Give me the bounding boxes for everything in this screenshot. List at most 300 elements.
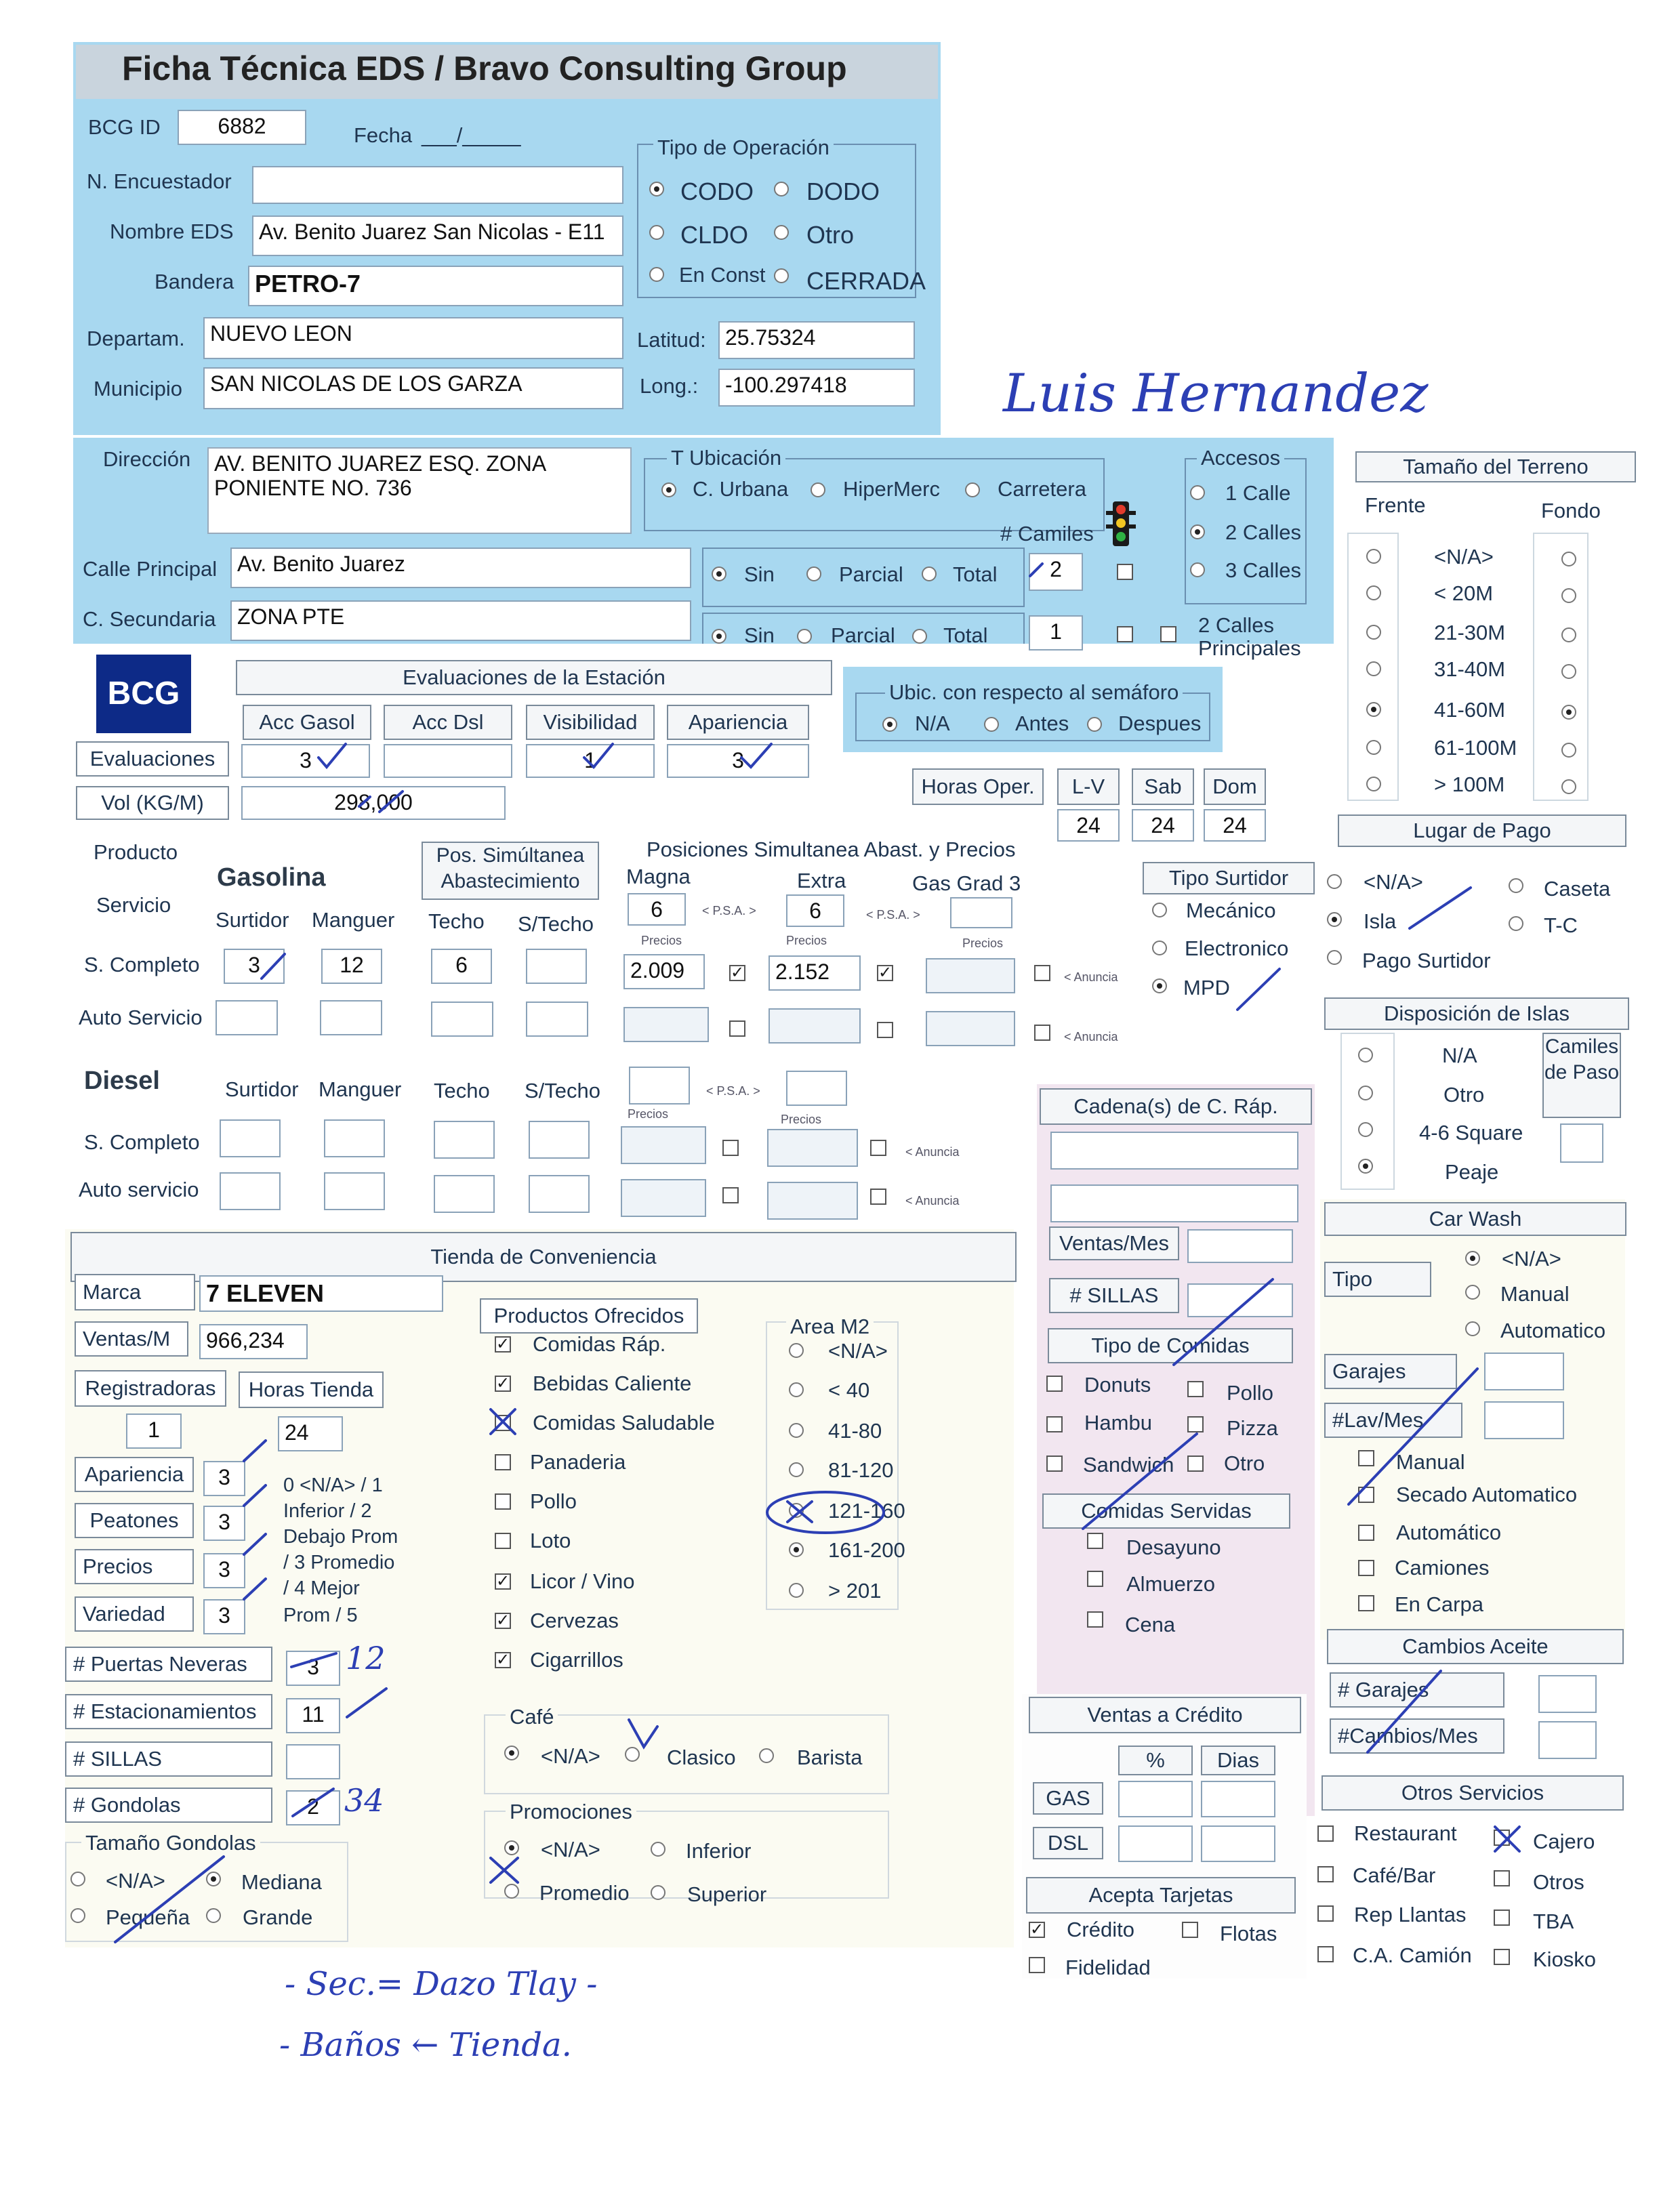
sc-techo[interactable]: 6 — [431, 949, 492, 984]
diesel-sc-check-2[interactable] — [870, 1140, 886, 1156]
radio-cw-auto[interactable] — [1465, 1321, 1480, 1336]
opt-camiones: Camiones — [1395, 1556, 1490, 1580]
opt-flotas: Flotas — [1220, 1922, 1277, 1945]
as-gasgrad-precio[interactable] — [926, 1011, 1015, 1046]
diesel-as-check-2[interactable] — [870, 1189, 886, 1205]
chk-desayuno[interactable] — [1087, 1533, 1103, 1549]
tipo-comidas-title: Tipo de Comidas — [1048, 1328, 1293, 1363]
radio-cldo[interactable] — [649, 225, 664, 240]
aceite-garajes-field[interactable] — [1538, 1675, 1597, 1713]
chk-restaurant[interactable] — [1317, 1825, 1334, 1842]
direccion-label: Dirección — [103, 447, 191, 471]
sc-manguer[interactable]: 12 — [321, 949, 382, 984]
radio-parcial-1[interactable] — [806, 566, 821, 581]
chk-almuerzo[interactable] — [1087, 1571, 1103, 1587]
as-manguer[interactable] — [320, 1000, 382, 1035]
cafe-title: Café — [506, 1705, 558, 1729]
chk-ca-camion[interactable] — [1317, 1946, 1334, 1962]
diesel-psa-2[interactable] — [786, 1071, 847, 1106]
chk-otro-c[interactable] — [1187, 1456, 1204, 1472]
cw-garajes-field[interactable] — [1484, 1353, 1564, 1390]
chk-otros[interactable] — [1494, 1870, 1510, 1886]
opt-cldo: CLDO — [680, 221, 749, 249]
extra-psa[interactable]: 6 — [786, 894, 844, 927]
eval-visibilidad[interactable]: 1 — [526, 744, 655, 778]
sillas-t-label: # SILLAS — [65, 1741, 272, 1777]
variedad-label: Variedad — [75, 1596, 194, 1632]
camiles-field-2[interactable]: 1 — [1029, 615, 1083, 651]
legend-0: 0 <N/A> / 1 — [283, 1474, 383, 1496]
credito-pct: % — [1118, 1746, 1193, 1775]
camiles-check-3[interactable] — [1160, 626, 1176, 642]
chk-cajero[interactable] — [1494, 1830, 1510, 1846]
eval-apariencia[interactable]: 3 — [667, 744, 809, 778]
opt-3-calles: 3 Calles — [1225, 558, 1301, 582]
calle-field[interactable]: Av. Benito Juarez — [230, 548, 691, 588]
accesos-title: Accesos — [1197, 446, 1284, 470]
radio-frente-4[interactable] — [1366, 702, 1381, 717]
cadena-sillas-field[interactable] — [1187, 1283, 1293, 1317]
magna-psa[interactable]: 6 — [628, 893, 686, 926]
opt-cw-automatico: Automático — [1396, 1521, 1502, 1544]
bcg-id-label: BCG ID — [88, 115, 161, 139]
radio-pago-na[interactable] — [1327, 874, 1342, 889]
gasgrad-precio[interactable] — [926, 958, 1015, 993]
eval-acc-dsl[interactable] — [384, 744, 512, 778]
radio-area-1[interactable] — [789, 1382, 804, 1397]
chk-pollo-c[interactable] — [1187, 1381, 1204, 1397]
opt-producto-3: Panaderia — [530, 1450, 626, 1474]
chk-producto-5[interactable] — [495, 1533, 511, 1549]
opt-hambu: Hambu — [1084, 1411, 1152, 1434]
diesel-as-manguer[interactable] — [324, 1172, 385, 1210]
terreno-title: Tamaño del Terreno — [1355, 451, 1636, 482]
gondolas-field[interactable]: 2 — [286, 1790, 340, 1825]
radio-c-urbana[interactable] — [661, 482, 676, 497]
camiles-field-1[interactable]: 2 — [1029, 553, 1083, 591]
radio-fondo-6[interactable] — [1561, 779, 1576, 794]
sc-surtidor[interactable]: 3 — [224, 949, 285, 984]
diesel-sc-techo[interactable] — [434, 1121, 495, 1159]
diesel-sc-label: S. Completo — [84, 1130, 200, 1154]
anuncia-label-1: < Anuncia — [1064, 970, 1118, 984]
radio-carretera[interactable] — [965, 482, 980, 497]
sec-label: C. Secundaria — [83, 607, 216, 631]
radio-area-0[interactable] — [789, 1343, 804, 1358]
diesel-sc-check-1[interactable] — [722, 1140, 739, 1156]
credito-gas-pct[interactable] — [1118, 1781, 1193, 1817]
aceite-cambios-label: #Cambios/Mes — [1330, 1718, 1504, 1754]
opt-producto-2: Comidas Saludable — [533, 1411, 715, 1434]
radio-promo-inferior[interactable] — [651, 1842, 665, 1857]
aceite-title: Cambios Aceite — [1327, 1629, 1624, 1664]
credito-gas-dias[interactable] — [1201, 1781, 1275, 1817]
radio-antes[interactable] — [984, 717, 999, 732]
opt-disp-peaje: Peaje — [1445, 1160, 1499, 1184]
diesel-psa-label: < P.S.A. > — [706, 1084, 760, 1098]
hand-note-1: - Sec.= Dazo Tlay - — [285, 1965, 598, 2003]
apariencia-field[interactable]: 3 — [203, 1461, 245, 1496]
terreno-option-5: 61-100M — [1434, 736, 1517, 760]
puertas-label: # Puertas Neveras — [65, 1647, 272, 1682]
chk-producto-7[interactable]: ✓ — [496, 1611, 510, 1630]
diesel-psa-1[interactable] — [629, 1067, 690, 1105]
diesel-as-check-1[interactable] — [722, 1187, 739, 1203]
chk-sandwich[interactable] — [1046, 1456, 1063, 1472]
radio-frente-5[interactable] — [1366, 740, 1381, 755]
opt-parcial-2: Parcial — [831, 623, 895, 647]
radio-pago-surtidor[interactable] — [1327, 950, 1342, 965]
gasgrad-check[interactable] — [1034, 965, 1050, 981]
radio-frente-1[interactable] — [1366, 585, 1381, 600]
registradoras-label: Registradoras — [75, 1370, 226, 1407]
camiles-paso-field[interactable] — [1560, 1123, 1603, 1163]
nombre-field[interactable]: Av. Benito Juarez San Nicolas - E11 — [252, 215, 623, 256]
radio-frente-0[interactable] — [1366, 549, 1381, 564]
stecho-label: S/Techo — [518, 912, 594, 936]
ventas-field[interactable]: 966,234 — [199, 1324, 308, 1359]
opt-electronico: Electronico — [1185, 936, 1289, 960]
opt-codo: CODO — [680, 178, 754, 205]
bcg-id-field[interactable]: 6882 — [178, 110, 306, 145]
legend-3: / 3 Promedio — [283, 1552, 395, 1573]
radio-fondo-2[interactable] — [1561, 627, 1576, 642]
servicio-label: Servicio — [96, 893, 171, 917]
cadena-title: Cadena(s) de C. Ráp. — [1040, 1088, 1312, 1125]
opt-gond-grande: Grande — [243, 1905, 313, 1929]
opt-otro: Otro — [806, 221, 855, 249]
as-extra-check[interactable] — [877, 1022, 893, 1038]
marca-field[interactable]: 7 ELEVEN — [199, 1275, 443, 1312]
horas-tienda-field[interactable]: 24 — [278, 1416, 343, 1451]
diesel-anuncia-2: < Anuncia — [905, 1194, 960, 1207]
chk-producto-3[interactable] — [495, 1454, 511, 1470]
radio-area-6[interactable] — [789, 1583, 804, 1598]
diesel-sc-precio-2[interactable] — [767, 1129, 858, 1167]
radio-disp-otro[interactable] — [1358, 1086, 1373, 1100]
radio-1-calle[interactable] — [1190, 485, 1205, 500]
horas-lv: L-V — [1057, 768, 1120, 805]
diesel-surtidor-label: Surtidor — [225, 1077, 299, 1101]
as-gasgrad-check[interactable] — [1034, 1025, 1050, 1041]
radio-gond-na[interactable] — [70, 1872, 85, 1886]
radio-sin-2[interactable] — [712, 629, 726, 644]
radio-frente-3[interactable] — [1366, 661, 1381, 676]
credito-dsl-label: DSL — [1033, 1827, 1103, 1859]
credito-dias: Dias — [1201, 1746, 1275, 1775]
radio-electronico[interactable] — [1152, 941, 1167, 955]
municipio-field[interactable]: SAN NICOLAS DE LOS GARZA — [203, 367, 623, 409]
radio-despues[interactable] — [1087, 717, 1102, 732]
radio-gond-mediana[interactable] — [206, 1872, 221, 1886]
diesel-as-precio-1[interactable] — [621, 1179, 706, 1217]
nombre-label: Nombre EDS — [110, 220, 234, 243]
radio-mpd[interactable] — [1152, 978, 1167, 993]
diesel-stecho-label: S/Techo — [525, 1079, 601, 1102]
anuncia-label-2: < Anuncia — [1064, 1030, 1118, 1044]
opt-despues: Despues — [1118, 711, 1202, 735]
as-stecho[interactable] — [526, 1002, 588, 1037]
fecha-label: Fecha — [354, 123, 413, 147]
opt-restaurant: Restaurant — [1354, 1821, 1457, 1845]
long-field[interactable]: -100.297418 — [718, 369, 915, 407]
opt-cerrada: CERRADA — [806, 267, 926, 295]
radio-cafe-na[interactable] — [504, 1746, 519, 1760]
peatones-label: Peatones — [75, 1503, 194, 1538]
radio-codo[interactable] — [649, 182, 664, 197]
radio-promo-na[interactable] — [504, 1840, 519, 1855]
radio-semaforo-na[interactable] — [882, 717, 897, 732]
opt-area-0: <N/A> — [828, 1339, 888, 1363]
chk-producto-0[interactable]: ✓ — [496, 1335, 510, 1353]
opt-carretera: Carretera — [998, 477, 1086, 501]
aceite-garajes-label: # Garajes — [1330, 1672, 1504, 1708]
sillas-t-field[interactable] — [286, 1744, 340, 1779]
latitud-field[interactable]: 25.75324 — [718, 321, 915, 359]
as-extra-precio[interactable] — [769, 1008, 861, 1044]
terreno-option-3: 31-40M — [1434, 657, 1506, 681]
eval-acc-gasol[interactable]: 3 — [241, 744, 370, 778]
radio-area-5[interactable] — [789, 1542, 804, 1557]
chk-producto-2[interactable] — [495, 1415, 511, 1431]
radio-cw-na[interactable] — [1465, 1251, 1480, 1266]
radio-disp-na[interactable] — [1358, 1048, 1373, 1062]
opt-promo-superior: Superior — [687, 1882, 767, 1906]
radio-dodo[interactable] — [774, 182, 789, 197]
bandera-field[interactable]: PETRO-7 — [248, 266, 623, 306]
chk-cafe-bar[interactable] — [1317, 1866, 1334, 1882]
fecha-value[interactable]: ___/_____ — [422, 123, 521, 147]
radio-area-3[interactable] — [789, 1462, 804, 1477]
as-surtidor[interactable] — [216, 1000, 278, 1035]
diesel-as-techo[interactable] — [434, 1175, 495, 1213]
opt-sandwich: Sandwich — [1083, 1453, 1174, 1477]
radio-area-2[interactable] — [789, 1423, 804, 1438]
sc-stecho[interactable] — [526, 949, 587, 984]
col-acc-dsl: Acc Dsl — [384, 705, 512, 740]
horas-lv-val[interactable]: 24 — [1057, 809, 1120, 842]
radio-gond-grande[interactable] — [206, 1908, 221, 1923]
chk-producto-1[interactable]: ✓ — [496, 1374, 510, 1392]
as-magna-check[interactable] — [729, 1020, 745, 1037]
magna-check[interactable]: ✓ — [731, 964, 745, 982]
aceite-cambios-field[interactable] — [1538, 1721, 1597, 1759]
terreno-option-6: > 100M — [1434, 772, 1505, 796]
radio-disp-peaje[interactable] — [1358, 1159, 1373, 1174]
opt-tc: T-C — [1544, 913, 1578, 937]
radio-mecanico[interactable] — [1152, 903, 1167, 917]
encuestador-field[interactable] — [252, 166, 623, 204]
opt-caseta: Caseta — [1544, 877, 1611, 901]
sec-field[interactable]: ZONA PTE — [230, 600, 691, 641]
registradoras-field[interactable]: 1 — [126, 1413, 182, 1449]
chk-en-carpa[interactable] — [1358, 1595, 1374, 1611]
radio-total-2[interactable] — [912, 629, 927, 644]
depto-field[interactable]: NUEVO LEON — [203, 317, 623, 359]
manguer-label: Manguer — [312, 908, 395, 932]
opt-pollo-c: Pollo — [1227, 1381, 1273, 1405]
credito-dsl-pct[interactable] — [1118, 1825, 1193, 1862]
techo-label: Techo — [428, 909, 485, 933]
chk-flotas[interactable] — [1182, 1922, 1198, 1938]
diesel-sc-stecho[interactable] — [529, 1121, 590, 1159]
precios-label-1: Precios — [641, 934, 682, 947]
radio-cafe-clasico[interactable] — [625, 1747, 640, 1762]
cadena-field-2[interactable] — [1050, 1184, 1298, 1222]
radio-promo-superior[interactable] — [651, 1885, 665, 1900]
diesel-as-precio-2[interactable] — [767, 1182, 858, 1220]
chk-cw-automatico[interactable] — [1358, 1525, 1374, 1541]
chk-donuts[interactable] — [1046, 1376, 1063, 1392]
camiles-check-2[interactable] — [1117, 626, 1133, 642]
cadena-ventas-field[interactable] — [1187, 1229, 1293, 1263]
diesel-sc-precio-1[interactable] — [621, 1126, 706, 1164]
ventas-label: Ventas/M — [75, 1321, 188, 1357]
frente-label: Frente — [1365, 493, 1426, 517]
accesos-extra: 2 Calles Principales — [1198, 613, 1301, 660]
chk-kiosko[interactable] — [1494, 1949, 1510, 1965]
fondo-label: Fondo — [1541, 499, 1601, 522]
chk-fidelidad[interactable] — [1029, 1957, 1045, 1973]
opt-area-6: > 201 — [828, 1579, 882, 1603]
chk-secado[interactable] — [1358, 1487, 1374, 1503]
vol-field[interactable]: 298,000 — [241, 786, 506, 820]
psa-label-2: < P.S.A. > — [866, 908, 920, 922]
opt-pago-surtidor: Pago Surtidor — [1362, 949, 1491, 972]
opt-producto-4: Pollo — [530, 1489, 577, 1513]
opt-sin-2: Sin — [744, 623, 775, 647]
opt-otros: Otros — [1533, 1870, 1584, 1894]
opt-area-2: 41-80 — [828, 1419, 882, 1443]
diesel-as-surtidor[interactable] — [220, 1172, 281, 1210]
opt-en-carpa: En Carpa — [1395, 1592, 1483, 1616]
radio-gond-pequena[interactable] — [70, 1908, 85, 1923]
radio-disp-square[interactable] — [1358, 1122, 1373, 1137]
radio-en-const[interactable] — [649, 267, 664, 282]
precios-t-label: Precios — [75, 1549, 194, 1584]
radio-fondo-1[interactable] — [1561, 588, 1576, 603]
radio-otro[interactable] — [774, 225, 789, 240]
radio-hipermerc[interactable] — [811, 482, 825, 497]
chk-producto-4[interactable] — [495, 1493, 511, 1510]
opt-area-1: < 40 — [828, 1378, 870, 1402]
estacionamientos-field[interactable]: 11 — [286, 1698, 340, 1733]
chk-cena[interactable] — [1087, 1611, 1103, 1628]
radio-fondo-4[interactable] — [1561, 705, 1576, 720]
puertas-field[interactable]: 3 — [286, 1651, 340, 1686]
cw-lavmes-label: #Lav/Mes — [1324, 1403, 1462, 1438]
peatones-field[interactable]: 3 — [203, 1506, 245, 1541]
horas-dom-val[interactable]: 24 — [1204, 809, 1266, 842]
otros-title: Otros Servicios — [1322, 1775, 1624, 1811]
extra-precio[interactable]: 2.152 — [769, 955, 861, 991]
radio-fondo-5[interactable] — [1561, 743, 1576, 758]
diesel-as-label: Auto servicio — [79, 1178, 199, 1201]
gasolina-label: Gasolina — [217, 863, 326, 892]
chk-producto-6[interactable]: ✓ — [496, 1572, 510, 1590]
cadena-field-1[interactable] — [1050, 1132, 1298, 1170]
opt-cw-manual: Manual — [1500, 1282, 1570, 1306]
opt-producto-5: Loto — [530, 1529, 571, 1552]
radio-tc[interactable] — [1509, 916, 1523, 931]
diesel-sc-surtidor[interactable] — [220, 1119, 281, 1157]
chk-rep-llantas[interactable] — [1317, 1905, 1334, 1922]
as-magna-precio[interactable] — [623, 1007, 709, 1042]
diesel-precios-2: Precios — [781, 1113, 822, 1126]
encuestador-label: N. Encuestador — [87, 169, 232, 193]
chk-producto-8[interactable]: ✓ — [496, 1651, 510, 1669]
diesel-label: Diesel — [84, 1067, 160, 1095]
chk-hambu[interactable] — [1046, 1416, 1063, 1432]
radio-sin-1[interactable] — [712, 566, 726, 581]
gasgrad-psa[interactable] — [950, 897, 1012, 928]
diesel-sc-manguer[interactable] — [324, 1119, 385, 1157]
credito-dsl-dias[interactable] — [1201, 1825, 1275, 1862]
radio-total-1[interactable] — [922, 566, 937, 581]
opt-2-calles: 2 Calles — [1225, 520, 1301, 544]
cw-lavmes-field[interactable] — [1484, 1401, 1564, 1439]
opt-semaforo-na: N/A — [915, 711, 950, 735]
radio-area-4[interactable] — [789, 1503, 804, 1518]
col-apariencia: Apariencia — [667, 705, 809, 740]
opt-promo-inferior: Inferior — [686, 1839, 752, 1863]
radio-parcial-2[interactable] — [797, 629, 812, 644]
variedad-field[interactable]: 3 — [203, 1599, 245, 1634]
diesel-as-stecho[interactable] — [529, 1175, 590, 1213]
chk-cw-manual[interactable] — [1358, 1450, 1374, 1466]
extra-check[interactable]: ✓ — [878, 964, 893, 982]
radio-cafe-barista[interactable] — [759, 1748, 774, 1763]
ubicacion-title: T Ubicación — [667, 446, 785, 470]
pos-simult-header: Pos. Simúltanea Abastecimiento — [422, 842, 599, 900]
radio-frente-6[interactable] — [1366, 777, 1381, 791]
chk-tba[interactable] — [1494, 1910, 1510, 1926]
radio-promo-promedio[interactable] — [504, 1884, 519, 1899]
horas-sab-val[interactable]: 24 — [1132, 809, 1194, 842]
precios-t-field[interactable]: 3 — [203, 1553, 245, 1588]
radio-3-calles[interactable] — [1190, 562, 1205, 577]
chk-camiones[interactable] — [1358, 1560, 1374, 1576]
radio-cerrada[interactable] — [774, 268, 789, 283]
opt-promo-promedio: Promedio — [539, 1881, 630, 1905]
opt-cafe-barista: Barista — [797, 1746, 863, 1769]
opt-antes: Antes — [1015, 711, 1069, 735]
opt-cw-na: <N/A> — [1502, 1247, 1561, 1271]
opt-producto-8: Cigarrillos — [530, 1648, 623, 1672]
as-techo[interactable] — [431, 1002, 493, 1037]
opt-total-1: Total — [953, 562, 998, 586]
opt-otro-c: Otro — [1224, 1451, 1265, 1475]
terreno-option-2: 21-30M — [1434, 621, 1506, 644]
radio-isla[interactable] — [1327, 912, 1342, 927]
col-acc-gasol: Acc Gasol — [243, 705, 371, 740]
diesel-anuncia-1: < Anuncia — [905, 1145, 960, 1159]
radio-2-calles[interactable] — [1190, 524, 1205, 539]
chk-pizza[interactable] — [1187, 1416, 1204, 1432]
bandera-label: Bandera — [155, 270, 234, 293]
apariencia-label: Apariencia — [75, 1457, 194, 1492]
magna-precio[interactable]: 2.009 — [623, 954, 705, 989]
radio-frente-2[interactable] — [1366, 625, 1381, 640]
radio-cw-manual[interactable] — [1465, 1285, 1480, 1300]
radio-fondo-0[interactable] — [1561, 552, 1576, 566]
terreno-option-4: 41-60M — [1434, 698, 1506, 722]
chk-credito[interactable]: ✓ — [1030, 1920, 1044, 1939]
opt-cena: Cena — [1125, 1613, 1176, 1636]
camiles-check-1[interactable] — [1117, 564, 1133, 580]
radio-caseta[interactable] — [1509, 878, 1523, 893]
radio-fondo-3[interactable] — [1561, 664, 1576, 679]
